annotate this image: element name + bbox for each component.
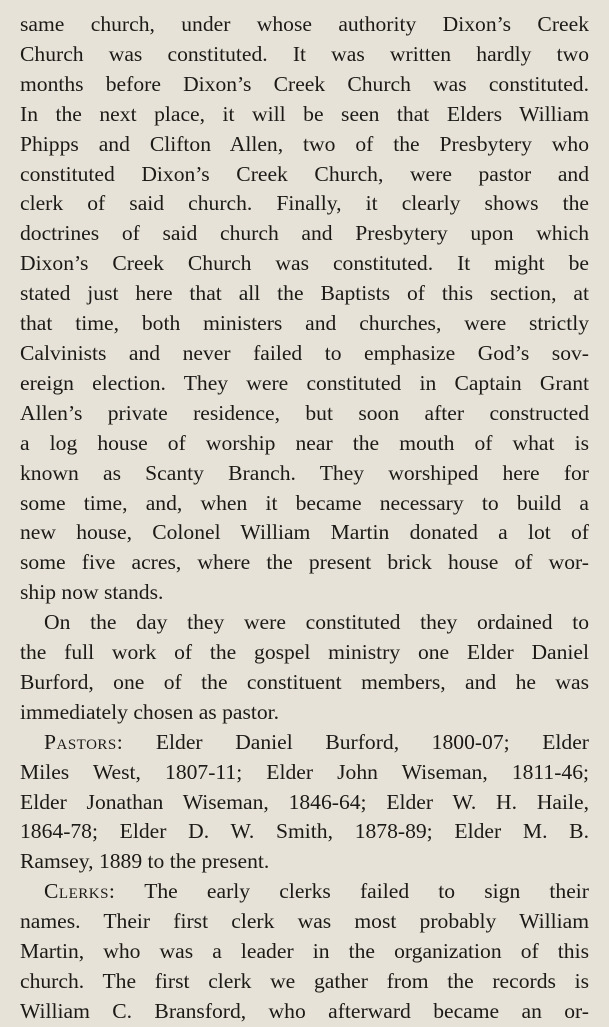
text-line: church. The first clerk we gather from the records is: [20, 969, 589, 993]
text-line: the full work of the gospel ministry one Elder Daniel: [20, 640, 589, 665]
text-line: ship now stands.: [20, 580, 164, 605]
text-line: Allen’s private residence, but soon after constructed: [20, 400, 589, 425]
text-line: immediately chosen as pastor.: [20, 699, 280, 724]
text-line: stated just here that all the Baptists of this section, at: [20, 281, 589, 306]
text-run: Elder Daniel Burford, 1800-07; Elder: [123, 729, 589, 754]
text-line: On the day they were constituted they ordained to: [44, 610, 589, 635]
text-line: doctrines of said church and Presbytery upon which: [20, 221, 589, 246]
text-line: names. Their first clerk was most probably William: [20, 909, 589, 934]
pastors-heading: Pastors:: [44, 729, 124, 754]
clerks-heading: Clerks:: [44, 879, 116, 904]
text-line: constituted Dixon’s Creek Church, were pastor and: [20, 161, 589, 186]
text-line: that time, both ministers and churches, were strictly: [20, 311, 589, 336]
text-line: Phipps and Clifton Allen, two of the Presbytery who: [20, 131, 589, 156]
text-line: known as Scanty Branch. They worshiped here for: [20, 460, 589, 485]
text-line: [20, 877, 589, 907]
text-line: some five acres, where the present brick house of wor-: [20, 550, 589, 575]
text-run: The early clerks failed to sign their: [115, 879, 589, 904]
paragraph-clerks: [20, 877, 589, 1027]
text-line: same church, under whose authority Dixon’s Creek: [20, 12, 589, 36]
text-line: Miles West, 1807-11; Elder John Wiseman, 1811-46;: [20, 759, 589, 784]
paragraph-pastors: [20, 728, 589, 878]
text-line: William C. Bransford, who afterward became an or-: [20, 998, 589, 1023]
text-line: Church was constituted. It was written hardly two: [20, 41, 589, 66]
paragraph-church-history: [20, 10, 589, 608]
text-line: In the next place, it will be seen that Elders William: [20, 101, 589, 126]
text-line: months before Dixon’s Creek Church was constituted.: [20, 71, 589, 96]
text-line: [20, 728, 589, 758]
text-line: Ramsey, 1889 to the present.: [20, 849, 270, 874]
text-line: new house, Colonel William Martin donated a lot of: [20, 520, 589, 545]
text-line: ereign election. They were constituted in Captain Grant: [20, 370, 589, 395]
text-line: Elder Jonathan Wiseman, 1846-64; Elder W. H. Haile,: [20, 789, 589, 814]
text-line: 1864-78; Elder D. W. Smith, 1878-89; Elder M. B.: [20, 819, 589, 844]
text-line: clerk of said church. Finally, it clearly shows the: [20, 191, 589, 216]
text-line: some time, and, when it became necessary to build a: [20, 490, 589, 515]
paragraph-ordination: [20, 608, 589, 728]
text-line: Dixon’s Creek Church was constituted. It might be: [20, 251, 589, 276]
text-line: a log house of worship near the mouth of what is: [20, 430, 589, 455]
text-line: Calvinists and never failed to emphasize God’s sov-: [20, 340, 589, 365]
text-line: Burford, one of the constituent members, and he was: [20, 669, 589, 694]
text-line: Martin, who was a leader in the organization of this: [20, 939, 589, 964]
